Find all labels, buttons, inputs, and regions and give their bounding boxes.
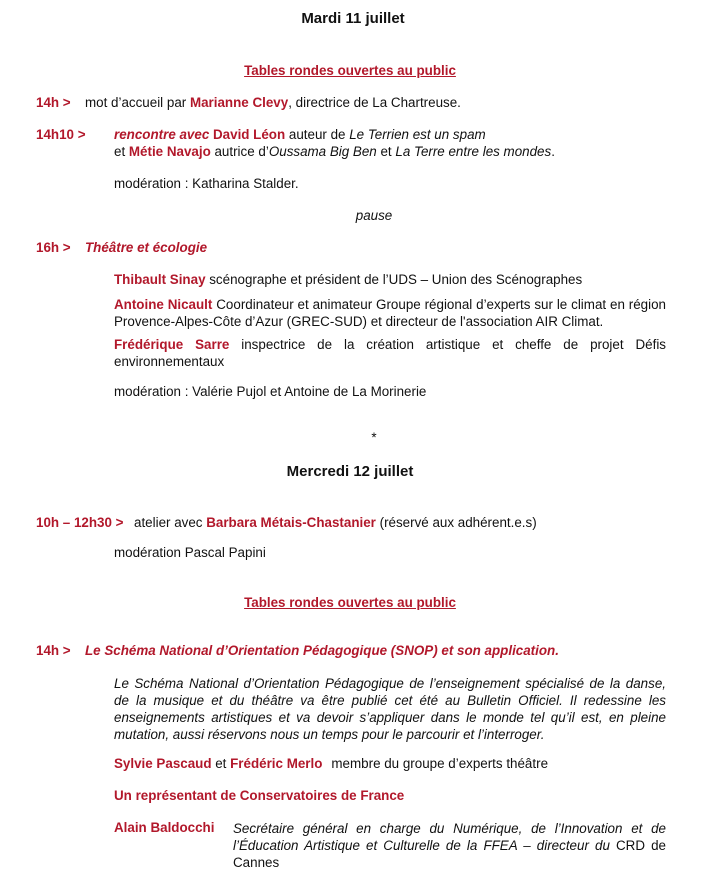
welcome-line xyxy=(85,95,461,110)
snop-description: Le Schéma National d’Orientation Pédagogique de l’enseignement spécialisé de la danse, de la musique et du théâtre va être publié cet été au Bulletin Officiel. Il redessine les enseignements artistiques et va devoir s’appliquer dans le monde tel qu’il est, en pleine mutation, aussi réservons nous un temps pour le parcourir et l’interroger. xyxy=(114,676,666,742)
snop-time: 14h > xyxy=(36,643,71,658)
theatre-title: Théâtre et écologie xyxy=(85,240,208,255)
speaker-nicault-desc: Coordinateur et animateur Groupe régional d’experts sur le climat en région Provence-Alpes-Côte d’Azur (GREC-SUD) et directeur de l'association AIR Climat. xyxy=(114,297,666,329)
meeting-book2: Oussama Big Ben xyxy=(268,144,377,159)
day2-title: Mercredi 12 juillet xyxy=(286,463,414,480)
workshop-name: Barbara Métais-Chastanier xyxy=(206,515,376,530)
meeting-desc2: autrice d’ xyxy=(210,144,269,159)
meeting-line-1 xyxy=(114,127,486,142)
day1-title: Mardi 11 juillet xyxy=(301,10,405,27)
speakers-pascaud-merlo xyxy=(114,756,548,771)
workshop-time: 10h – 12h30 > xyxy=(36,515,124,530)
day2-section-heading: Tables rondes ouvertes au public xyxy=(244,595,456,610)
meeting-book3: La Terre entre les mondes xyxy=(395,144,552,159)
speaker-sinay-desc: scénographe et président de l’UDS – Union des Scénographes xyxy=(205,272,583,287)
welcome-pre: mot d’accueil par xyxy=(85,95,190,110)
speaker-and: et xyxy=(211,756,231,771)
welcome-name: Marianne Clevy xyxy=(189,95,289,110)
speaker-nicault xyxy=(114,296,666,330)
speaker-baldocchi-name: Alain Baldocchi xyxy=(114,820,215,835)
meeting-dot: . xyxy=(551,144,555,159)
meeting-desc1: auteur de xyxy=(285,127,350,142)
meeting-line-2 xyxy=(114,144,555,159)
meeting-book1: Le Terrien est un spam xyxy=(349,127,486,142)
meeting-and: et xyxy=(114,144,129,159)
theatre-time: 16h > xyxy=(36,240,71,255)
section-separator: * xyxy=(371,430,377,445)
speaker-sarre xyxy=(114,336,666,370)
speaker-baldocchi-role: Secrétaire général en charge du Numérique, de l’Innovation et de l’Éducation Artistique et Culturelle de la FFEA – directeur du xyxy=(233,821,666,853)
theatre-moderation: modération : Valérie Pujol et Antoine de La Morinerie xyxy=(114,384,427,399)
meeting-name2: Métie Navajo xyxy=(128,144,211,159)
speaker-sarre-desc: inspectrice de la création artistique et cheffe de projet Défis environnementaux xyxy=(114,337,666,369)
speaker-sinay-name: Thibault Sinay xyxy=(114,272,206,287)
meeting-moderation: modération : Katharina Stalder. xyxy=(114,176,299,191)
day1-section-heading: Tables rondes ouvertes au public xyxy=(244,63,456,78)
speaker-baldocchi-tail: CRD de Cannes xyxy=(233,838,666,870)
speaker-sinay xyxy=(114,272,582,287)
welcome-time: 14h > xyxy=(36,95,71,110)
meeting-and2: et xyxy=(376,144,396,159)
meeting-time: 14h10 > xyxy=(36,127,86,142)
welcome-post: , directrice de La Chartreuse. xyxy=(288,95,461,110)
speaker-baldocchi-desc xyxy=(233,820,666,871)
meeting-name1: David Léon xyxy=(213,127,286,142)
speaker-pascaud-name: Sylvie Pascaud xyxy=(114,756,212,771)
snop-title: Le Schéma National d’Orientation Pédagogique (SNOP) et son application. xyxy=(85,643,559,658)
speaker-merlo-desc: membre du groupe d’experts théâtre xyxy=(331,756,549,771)
workshop-line xyxy=(134,515,537,530)
speaker-merlo-name: Frédéric Merlo xyxy=(230,756,323,771)
speaker-conservatoires: Un représentant de Conservatoires de France xyxy=(114,788,405,803)
pause-label: pause xyxy=(355,208,393,223)
workshop-post: (réservé aux adhérent.e.s) xyxy=(375,515,537,530)
speaker-sarre-name: Frédérique Sarre xyxy=(114,337,230,352)
speaker-nicault-name: Antoine Nicault xyxy=(114,297,213,312)
meeting-lead: rencontre avec xyxy=(114,127,213,142)
workshop-pre: atelier avec xyxy=(134,515,207,530)
workshop-moderation: modération Pascal Papini xyxy=(114,545,266,560)
